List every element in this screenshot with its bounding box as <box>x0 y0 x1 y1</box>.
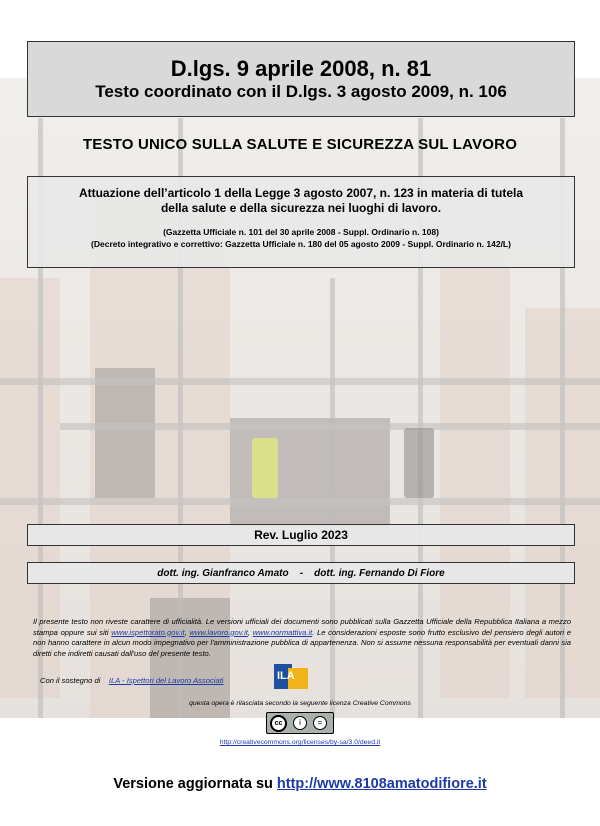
gazzetta-line-2: (Decreto integrativo e correttivo: Gazzetta Ufficiale n. 180 del 05 agosto 2009 - Suppl. Ordinario n. 142/L) <box>91 239 511 249</box>
disclaimer <box>33 617 571 659</box>
ila-logo <box>274 664 308 689</box>
title-box <box>27 41 575 117</box>
footer <box>0 776 600 792</box>
attribution-icon: i <box>293 716 307 730</box>
authors-box <box>27 562 575 584</box>
document-title: D.lgs. 9 aprile 2008, n. 81 <box>170 56 432 81</box>
headline: TESTO UNICO SULLA SALUTE E SICUREZZA SUL LAVORO <box>82 136 518 153</box>
revision-label: Rev. Luglio 2023 <box>254 528 348 542</box>
support-label: Con il sostegno di <box>40 676 101 685</box>
ila-logo-text: ILA <box>277 670 295 682</box>
cc-icon: cc <box>270 715 287 732</box>
licence-note: questa opera è rilasciata secondo la seguente licenza Creative Commons <box>189 700 411 707</box>
author-2: dott. ing. Fernando Di Fiore <box>314 568 445 579</box>
disclaimer-text-2: . Le considerazioni esposte sono frutto esclusivo del pensiero degli autori e non hanno carattere in alcun modo impegnativo per l'amministrazione pubblica di appartenenza. Non si assume nessuna responsabilità per eventuali danni sia diretti che indiretti causati dall'uso del presente testo. <box>33 627 571 658</box>
author-1: dott. ing. Gianfranco Amato <box>157 568 289 579</box>
disclaimer-sep-2: , <box>247 627 253 637</box>
gazzetta-line-1: (Gazzetta Ufficiale n. 101 del 30 aprile 2008 - Suppl. Ordinario n. 108) <box>163 227 439 237</box>
disclaimer-text-1: Il presente testo non riveste carattere di ufficialità. Le versioni ufficiali dei documenti sono pubblicati sulla Gazzetta Ufficiale della Repubblica Italiana a mezzo stampa oppure sui siti <box>33 617 571 637</box>
creative-commons-badge[interactable] <box>266 712 334 734</box>
share-alike-icon: = <box>313 716 327 730</box>
author-separator: - <box>299 568 304 579</box>
support-line <box>40 676 224 685</box>
document-subtitle: Testo coordinato con il D.lgs. 3 agosto 2009, n. 106 <box>95 82 507 101</box>
ispettorato-link[interactable]: www.ispettorato.gov.it <box>111 627 185 637</box>
disclaimer-sep-1: , <box>184 627 190 637</box>
ila-link[interactable]: ILA - Ispettori del Lavoro Associati <box>108 676 224 685</box>
normattiva-link[interactable]: www.normattiva.it <box>252 627 313 637</box>
description-line-2: della salute e della sicurezza nei luoghi di lavoro. <box>160 201 442 215</box>
lavoro-link[interactable]: www.lavoro.gov.it <box>189 627 248 637</box>
footer-label: Versione aggiornata su <box>113 776 273 792</box>
gazzetta-reference <box>28 226 574 250</box>
description-box <box>27 176 575 268</box>
website-link[interactable]: http://www.8108amatodifiore.it <box>276 776 487 792</box>
revision-box <box>27 524 575 546</box>
description-line-1: Attuazione dell’articolo 1 della Legge 3 agosto 2007, n. 123 in materia di tutela <box>78 186 524 200</box>
licence-link[interactable]: http://creativecommons.org/licenses/by-sa/3.0/deed.it <box>219 739 381 746</box>
